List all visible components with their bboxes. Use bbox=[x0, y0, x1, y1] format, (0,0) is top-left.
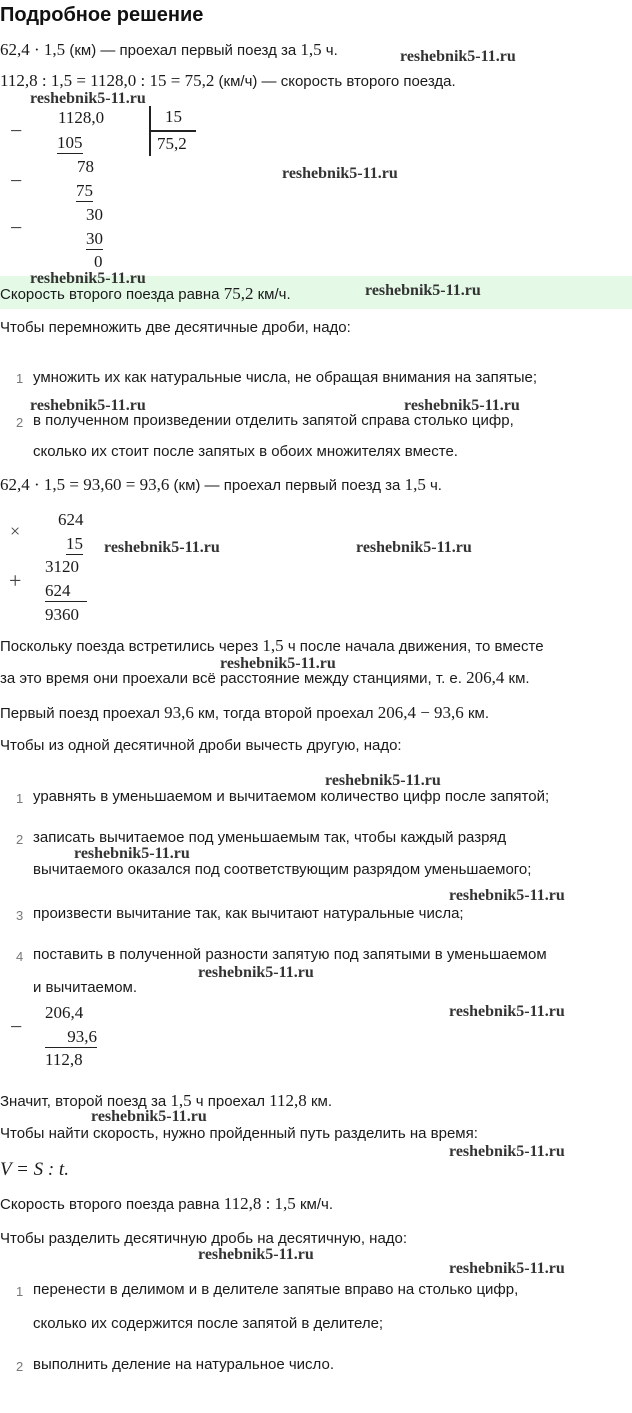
list-item-continuation: и вычитаемом. bbox=[33, 979, 138, 996]
paragraph bbox=[0, 703, 489, 724]
math-expression: 62,4 · 1,5 bbox=[0, 40, 66, 59]
minus-sign: − bbox=[10, 1014, 23, 1039]
list-item: уравнять в уменьшаемом и вычитаемом количество цифр после запятой; bbox=[33, 788, 550, 805]
text: км/ч. bbox=[253, 286, 291, 303]
quotient: 75,2 bbox=[157, 134, 187, 153]
paragraph-line bbox=[0, 668, 530, 689]
product: 9360 bbox=[45, 605, 79, 624]
solution-line-3 bbox=[0, 475, 442, 496]
division-step: 30 bbox=[86, 229, 103, 248]
division-step: 105 bbox=[57, 133, 83, 152]
watermark: reshebnik5-11.ru bbox=[30, 270, 146, 287]
text: км. bbox=[306, 1093, 333, 1110]
math-expression: 1,5 bbox=[300, 40, 322, 59]
list-number: 1 bbox=[16, 1284, 24, 1299]
watermark: reshebnik5-11.ru bbox=[449, 1260, 565, 1277]
watermark: reshebnik5-11.ru bbox=[404, 397, 520, 414]
text: ч. bbox=[425, 477, 442, 494]
text: ч после начала движения, то вместе bbox=[283, 638, 544, 655]
text: за это время они проехали всё расстояние между станциями, т. е. bbox=[0, 670, 467, 687]
text: Первый поезд проехал bbox=[0, 705, 165, 722]
text: км. bbox=[504, 670, 530, 687]
watermark: reshebnik5-11.ru bbox=[356, 539, 472, 556]
watermark: reshebnik5-11.ru bbox=[449, 1143, 565, 1160]
math-expression: 112,8 bbox=[269, 1091, 307, 1110]
text: км. bbox=[463, 705, 489, 722]
multiplicand: 624 bbox=[58, 510, 84, 529]
watermark: reshebnik5-11.ru bbox=[220, 655, 336, 672]
math-expression: 206,4 bbox=[466, 668, 505, 687]
watermark: reshebnik5-11.ru bbox=[325, 772, 441, 789]
rule-intro: Чтобы разделить десятичную дробь на десятичную, надо: bbox=[0, 1230, 408, 1247]
math-expression: 206,4 − 93,6 bbox=[377, 703, 464, 722]
rule-intro: Чтобы из одной десятичной дроби вычесть другую, надо: bbox=[0, 737, 402, 754]
text: (км/ч) — скорость второго поезда. bbox=[214, 73, 456, 90]
dividend: 1128,0 bbox=[58, 108, 105, 127]
list-item-continuation: сколько их содержится после запятой в делителе; bbox=[33, 1315, 384, 1332]
watermark: reshebnik5-11.ru bbox=[30, 90, 146, 107]
times-sign: × bbox=[10, 521, 21, 541]
list-number: 3 bbox=[16, 908, 24, 923]
watermark: reshebnik5-11.ru bbox=[449, 1003, 565, 1020]
watermark: reshebnik5-11.ru bbox=[30, 397, 146, 414]
math-expression: 112,8 : 1,5 = 1128,0 : 15 = 75,2 bbox=[0, 71, 215, 90]
minus-sign: − bbox=[10, 118, 23, 143]
watermark: reshebnik5-11.ru bbox=[198, 1246, 314, 1263]
list-number: 2 bbox=[16, 1359, 24, 1374]
watermark: reshebnik5-11.ru bbox=[198, 964, 314, 981]
list-item: перенести в делимом и в делителе запятые вправо на столько цифр, bbox=[33, 1281, 519, 1298]
list-item-continuation: сколько их стоит после запятых в обоих множителях вместе. bbox=[33, 443, 458, 460]
watermark: reshebnik5-11.ru bbox=[282, 165, 398, 182]
math-expression: 62,4 · 1,5 = 93,60 = 93,6 bbox=[0, 475, 170, 494]
solution-line-2 bbox=[0, 71, 456, 92]
math-expression: 1,5 bbox=[262, 636, 284, 655]
text: (км) — проехал первый поезд за bbox=[169, 477, 405, 494]
division-step: 75 bbox=[76, 181, 93, 200]
division-step: 30 bbox=[86, 205, 103, 224]
watermark: reshebnik5-11.ru bbox=[365, 282, 481, 299]
division-horizontal-line bbox=[149, 130, 196, 132]
minuend: 206,4 bbox=[45, 1003, 84, 1022]
text: Скорость второго поезда равна bbox=[0, 1196, 224, 1213]
math-expression: 75,2 bbox=[223, 284, 254, 303]
paragraph bbox=[0, 636, 544, 657]
subtrahend: 93,6 bbox=[45, 1027, 97, 1048]
text: (км) — проехал первый поезд за bbox=[65, 42, 301, 59]
list-item: в полученном произведении отделить запятой справа столько цифр, bbox=[33, 412, 514, 429]
watermark: reshebnik5-11.ru bbox=[449, 887, 565, 904]
list-item: записать вычитаемое под уменьшаемым так, чтобы каждый разряд bbox=[33, 829, 507, 846]
list-number: 4 bbox=[16, 949, 24, 964]
math-expression: 1,5 bbox=[404, 475, 426, 494]
list-number: 1 bbox=[16, 791, 24, 806]
partial-product: 3120 bbox=[45, 557, 79, 576]
division-step: 78 bbox=[77, 157, 94, 176]
watermark: reshebnik5-11.ru bbox=[104, 539, 220, 556]
minus-sign: − bbox=[10, 215, 23, 240]
speed-formula: V = S : t. bbox=[0, 1159, 69, 1180]
math-expression: 112,8 : 1,5 bbox=[223, 1194, 296, 1213]
solution-line-1 bbox=[0, 40, 338, 61]
list-item: выполнить деление на натуральное число. bbox=[33, 1356, 334, 1373]
division-remainder: 0 bbox=[94, 252, 103, 271]
math-expression: 93,6 bbox=[164, 703, 194, 722]
difference: 112,8 bbox=[45, 1050, 83, 1069]
watermark: reshebnik5-11.ru bbox=[74, 845, 190, 862]
list-number: 2 bbox=[16, 415, 24, 430]
paragraph: Чтобы найти скорость, нужно пройденный путь разделить на время: bbox=[0, 1125, 478, 1142]
list-number: 1 bbox=[16, 371, 24, 386]
intermediate-answer bbox=[0, 284, 291, 305]
partial-product: 624 bbox=[45, 581, 87, 602]
multiplier: 15 bbox=[66, 534, 83, 553]
text: Значит, второй поезд за bbox=[0, 1093, 171, 1110]
text: Поскольку поезда встретились через bbox=[0, 638, 263, 655]
list-item: поставить в полученной разности запятую под запятыми в уменьшаемом bbox=[33, 946, 547, 963]
text: км, тогда второй проехал bbox=[193, 705, 378, 722]
list-item: умножить их как натуральные числа, не обращая внимания на запятые; bbox=[33, 369, 538, 386]
watermark: reshebnik5-11.ru bbox=[91, 1108, 207, 1125]
text: Скорость второго поезда равна bbox=[0, 286, 224, 303]
page-title: Подробное решение bbox=[0, 4, 204, 26]
text: ч проехал bbox=[191, 1093, 270, 1110]
list-item-continuation: вычитаемого оказался под соответствующим разрядом уменьшаемого; bbox=[33, 861, 532, 878]
plus-sign: + bbox=[9, 568, 22, 593]
paragraph bbox=[0, 1194, 333, 1215]
text: км/ч. bbox=[295, 1196, 333, 1213]
text: ч. bbox=[321, 42, 338, 59]
math-expression: 1,5 bbox=[170, 1091, 192, 1110]
list-item: произвести вычитание так, как вычитают натуральные числа; bbox=[33, 905, 464, 922]
watermark: reshebnik5-11.ru bbox=[400, 48, 516, 65]
rule-intro: Чтобы перемножить две десятичные дроби, надо: bbox=[0, 319, 351, 336]
divisor: 15 bbox=[165, 107, 182, 126]
list-number: 2 bbox=[16, 832, 24, 847]
minus-sign: − bbox=[10, 168, 23, 193]
